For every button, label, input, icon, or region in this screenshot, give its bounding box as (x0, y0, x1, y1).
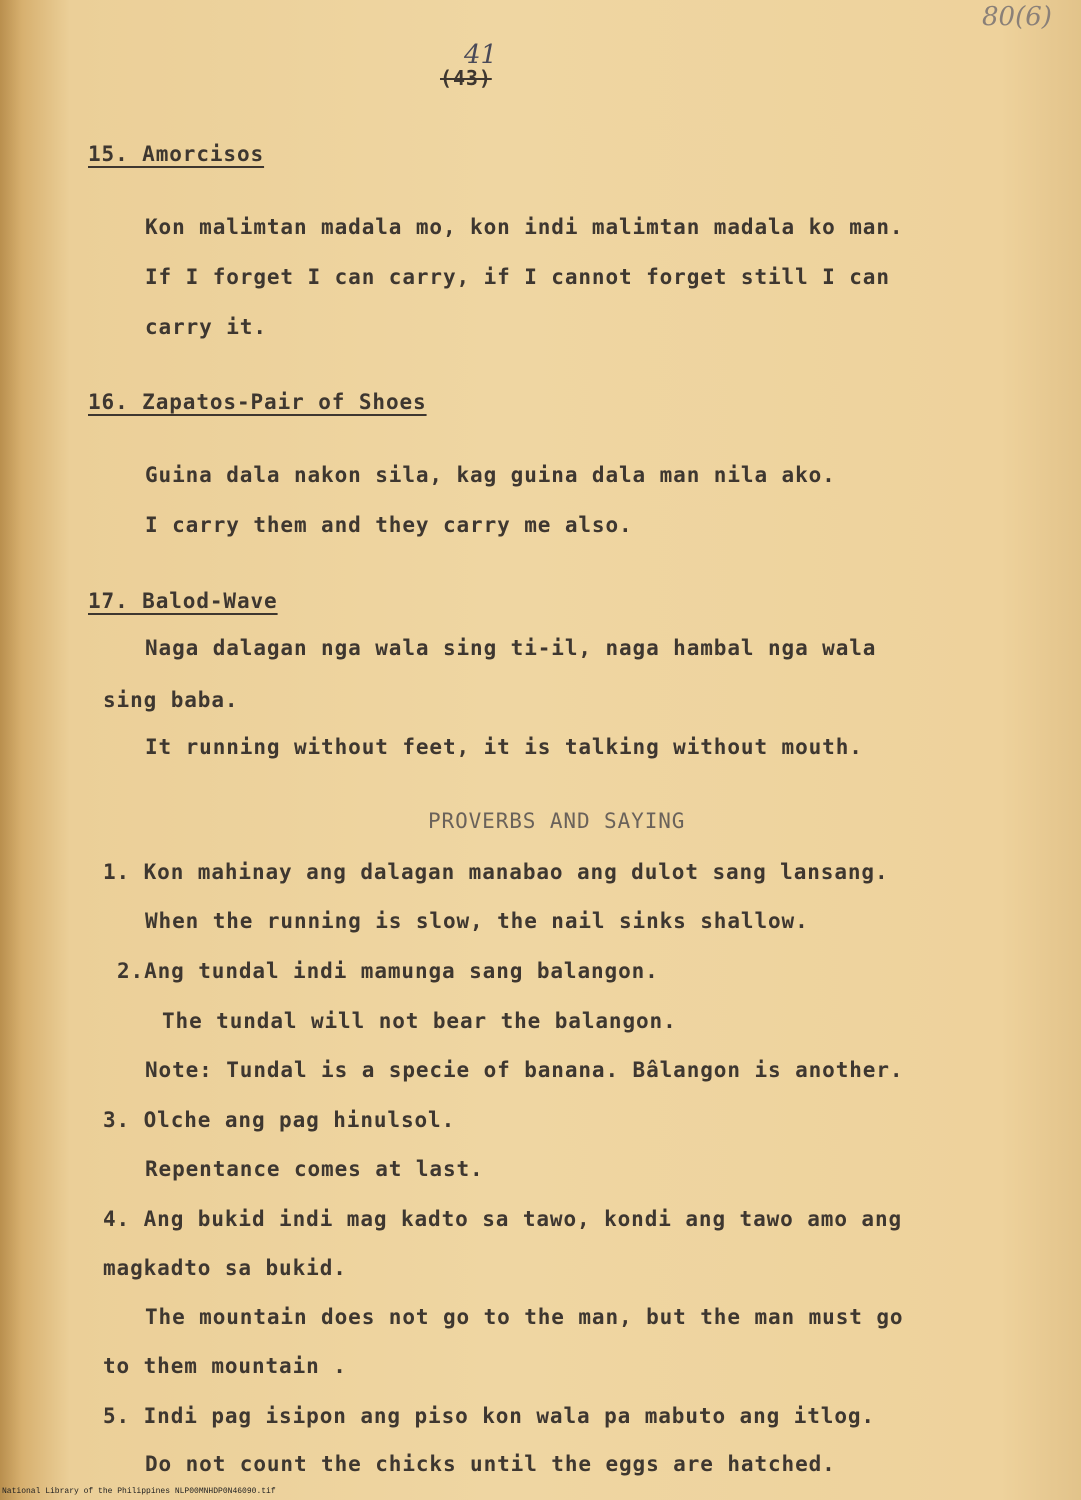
proverb-line: The mountain does not go to the man, but the man must go (145, 1305, 904, 1329)
proverb-line: When the running is slow, the nail sinks shallow. (145, 909, 809, 933)
section-title: PROVERBS AND SAYING (428, 809, 686, 833)
proverb-line: The tundal will not bear the balangon. (162, 1009, 677, 1033)
riddle-line: Guina dala nakon sila, kag guina dala man nila ako. (145, 463, 836, 487)
proverb-line: 4. Ang bukid indi mag kadto sa tawo, kondi ang tawo amo ang (103, 1207, 903, 1231)
riddle-line: It running without feet, it is talking without mouth. (145, 735, 863, 759)
riddle-line: Kon malimtan madala mo, kon indi malimtan madala ko man. (145, 215, 904, 239)
riddle-heading: 16. Zapatos-Pair of Shoes (88, 390, 427, 414)
riddle-line: If I forget I can carry, if I cannot forget still I can (145, 265, 890, 289)
struck-page-number: (43) (440, 66, 492, 90)
proverb-line: 3. Olche ang pag hinulsol. (103, 1108, 456, 1132)
riddle-line: Naga dalagan nga wala sing ti-il, naga hambal nga wala (145, 636, 877, 660)
proverb-line: 2.Ang tundal indi mamunga sang balangon. (117, 959, 659, 983)
proverb-line: 5. Indi pag isipon ang piso kon wala pa mabuto ang itlog. (103, 1404, 875, 1428)
riddle-heading: 17. Balod-Wave (88, 589, 278, 613)
proverb-line: to them mountain . (103, 1354, 347, 1378)
proverb-line: 1. Kon mahinay ang dalagan manabao ang dulot sang lansang. (103, 860, 889, 884)
riddle-line: I carry them and they carry me also. (145, 513, 633, 537)
corner-page-note: 80(6) (982, 2, 1052, 32)
handwritten-page-number: 41 (464, 40, 498, 70)
riddle-line: sing baba. (103, 688, 239, 712)
riddle-line: carry it. (145, 315, 267, 339)
proverb-line: Note: Tundal is a specie of banana. Bâlangon is another. (145, 1058, 904, 1082)
proverb-line: magkadto sa bukid. (103, 1256, 347, 1280)
riddle-heading: 15. Amorcisos (88, 142, 265, 166)
proverb-line: Repentance comes at last. (145, 1157, 484, 1181)
proverb-line: Do not count the chicks until the eggs are hatched. (145, 1452, 836, 1476)
archive-footer: National Library of the Philippines NLP00MNHDP0N46090.tif (2, 1487, 276, 1496)
